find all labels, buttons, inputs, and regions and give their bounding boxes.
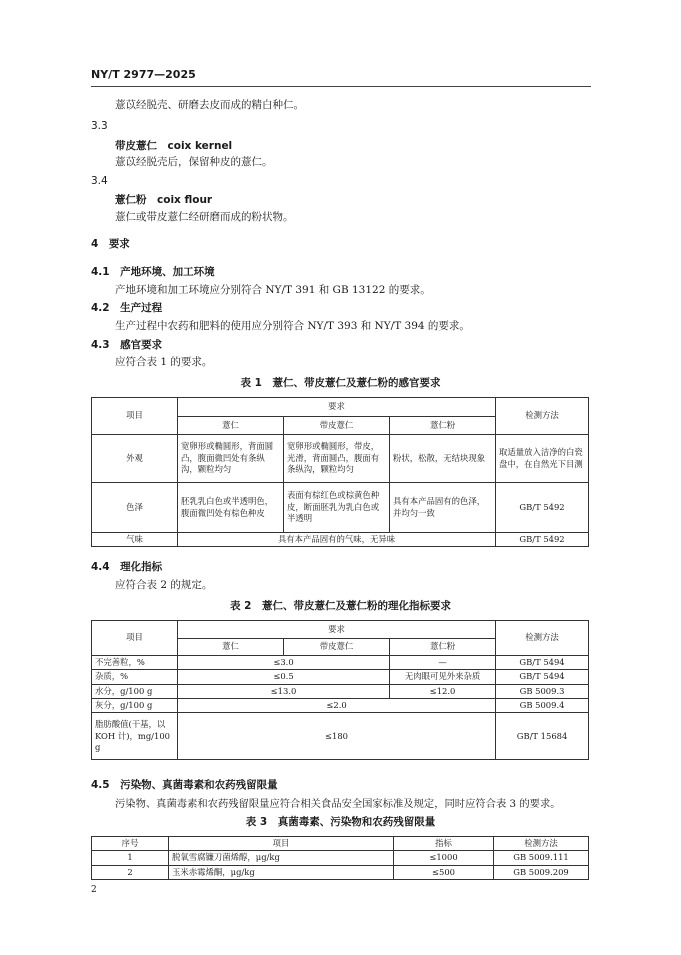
section-4-1-heading	[91, 264, 215, 279]
section-4-title: 要求	[108, 238, 130, 250]
table-2-r2-method: GB/T 5494	[496, 670, 589, 684]
table-1-header-requirement: 要求	[178, 398, 496, 417]
table-1-r2-c2: 表面有棕红色或棕黄色种皮，断面胚乳为乳白色或半透明	[284, 483, 390, 533]
table-2-header-requirement: 要求	[178, 621, 496, 639]
table-2-r4-item: 灰分，g/100 g	[92, 699, 178, 713]
section-4-number: 4	[91, 238, 99, 250]
section-4-3-text: 应符合表 1 的要求。	[115, 356, 213, 368]
document-code: NY/T 2977—2025	[91, 68, 196, 81]
section-4-5-text: 污染物、真菌毒素和农药残留限量应符合相关食品安全国家标准及规定，同时应符合表 3 的要求。	[115, 798, 561, 810]
section-4-2-text: 生产过程中农药和肥料的使用应分别符合 NY/T 393 和 NY/T 394 的要求。	[115, 320, 470, 332]
table-1-r1-method: 取适量放入洁净的白瓷盘中，在自然光下目测	[496, 435, 589, 483]
table-row	[92, 533, 589, 547]
table-2-header-col3: 薏仁粉	[390, 639, 496, 656]
table-2-caption: 表 2 薏仁、带皮薏仁及薏仁粉的理化指标要求	[230, 600, 451, 612]
section-4-3-heading	[91, 337, 162, 352]
table-1-caption: 表 1 薏仁、带皮薏仁及薏仁粉的感官要求	[240, 377, 441, 389]
section-4-1-text: 产地环境和加工环境应分别符合 NY/T 391 和 GB 13122 的要求。	[115, 284, 431, 296]
table-2-r3-item: 水分，g/100 g	[92, 684, 178, 698]
table-row	[92, 851, 589, 865]
section-4-3-number: 4.3	[91, 339, 110, 351]
table-2-r1-method: GB/T 5494	[496, 656, 589, 670]
table-3-r1-index: ≤1000	[394, 851, 494, 865]
definition-3-2: 薏苡经脱壳、研磨去皮而成的精白种仁。	[115, 99, 304, 111]
section-4-2-title: 生产过程	[120, 302, 163, 314]
table-3-header-item: 项目	[169, 837, 394, 851]
table-3-r1-method: GB 5009.111	[494, 851, 589, 865]
table-2-r2-v3: 无肉眼可见外来杂质	[390, 670, 496, 684]
table-3-r2-no: 2	[92, 865, 169, 879]
table-1-r3-method: GB/T 5492	[496, 533, 589, 547]
header-rule	[91, 86, 591, 87]
section-4-4-number: 4.4	[91, 561, 110, 573]
table-2-r1-item: 不完善粒，%	[92, 656, 178, 670]
table-3-r2-item: 玉米赤霉烯酮，μg/kg	[169, 865, 394, 879]
table-2-r4-method: GB 5009.4	[496, 699, 589, 713]
term-3-3-zh: 带皮薏仁	[115, 140, 157, 152]
section-4-5-number: 4.5	[91, 779, 110, 791]
section-4-5-title: 污染物、真菌毒素和农药残留限量	[120, 779, 278, 791]
table-1-header-col3: 薏仁粉	[390, 417, 496, 435]
table-1-header-col2: 带皮薏仁	[284, 417, 390, 435]
table-1-r2-method: GB/T 5492	[496, 483, 589, 533]
table-1-header-col1: 薏仁	[178, 417, 284, 435]
table-2	[91, 620, 589, 760]
table-1-r3-req: 具有本产品固有的气味，无异味	[178, 533, 496, 547]
table-3-r2-method: GB 5009.209	[494, 865, 589, 879]
term-3-4-zh: 薏仁粉	[115, 194, 147, 206]
table-2-r2-v12: ≤0.5	[178, 670, 390, 684]
section-3-4-number: 3.4	[91, 175, 108, 187]
table-2-header-col1: 薏仁	[178, 639, 284, 656]
table-2-header-method: 检测方法	[496, 621, 589, 656]
page-number: 2	[91, 885, 97, 895]
table-1-r2-c1: 胚乳乳白色或半透明色，腹面微凹处有棕色种皮	[178, 483, 284, 533]
definition-3-4: 薏仁或带皮薏仁经研磨而成的粉状物。	[115, 211, 294, 223]
table-3-header-method: 检测方法	[494, 837, 589, 851]
term-3-3	[115, 138, 232, 153]
table-3-header-no: 序号	[92, 837, 169, 851]
table-2-r3-method: GB 5009.3	[496, 684, 589, 698]
table-3-header-index: 指标	[394, 837, 494, 851]
table-1-r3-item: 气味	[92, 533, 178, 547]
section-4-5-heading	[91, 777, 278, 792]
table-2-r1-v12: ≤3.0	[178, 656, 390, 670]
table-2-r5-method: GB/T 15684	[496, 713, 589, 760]
table-row	[92, 656, 589, 670]
table-2-r4-v: ≤2.0	[178, 699, 496, 713]
table-3-caption: 表 3 真菌毒素、污染物和农药残留限量	[245, 816, 436, 828]
section-4-2-heading	[91, 300, 162, 315]
section-4-2-number: 4.2	[91, 302, 110, 314]
table-row	[92, 713, 589, 760]
table-3-r2-index: ≤500	[394, 865, 494, 879]
table-1-header-method: 检测方法	[496, 398, 589, 435]
table-1	[91, 397, 589, 547]
section-4-4-title: 理化指标	[120, 561, 163, 573]
definition-3-3: 薏苡经脱壳后，保留种皮的薏仁。	[115, 156, 273, 168]
table-1-r2-c3: 具有本产品固有的色泽，并均匀一致	[390, 483, 496, 533]
table-2-r3-v12: ≤13.0	[178, 684, 390, 698]
term-3-3-en: coix kernel	[167, 140, 233, 152]
table-2-r3-v3: ≤12.0	[390, 684, 496, 698]
table-row	[92, 670, 589, 684]
section-4-1-title: 产地环境、加工环境	[120, 266, 215, 278]
table-row	[92, 865, 589, 879]
table-2-r2-item: 杂质，%	[92, 670, 178, 684]
term-3-4	[115, 192, 212, 207]
table-1-r1-item: 外观	[92, 435, 178, 483]
table-row	[92, 699, 589, 713]
table-2-r5-v: ≤180	[178, 713, 496, 760]
table-2-r1-v3: —	[390, 656, 496, 670]
table-3	[91, 836, 589, 880]
table-2-r5-item: 脂肪酸值(干基，以 KOH 计)，mg/100 g	[92, 713, 178, 760]
table-row	[92, 684, 589, 698]
table-1-r1-c1: 宽卵形或椭圆形，背面圆凸，腹面微凹处有条纵沟，颗粒均匀	[178, 435, 284, 483]
table-3-r1-no: 1	[92, 851, 169, 865]
section-4-4-heading	[91, 559, 162, 574]
section-4-heading	[91, 236, 130, 251]
table-1-header-item: 项目	[92, 398, 178, 435]
table-2-header-col2: 带皮薏仁	[284, 639, 390, 656]
table-row	[92, 435, 589, 483]
section-4-3-title: 感官要求	[120, 339, 163, 351]
section-4-1-number: 4.1	[91, 266, 110, 278]
table-3-r1-item: 脱氧雪腐镰刀菌烯醇，μg/kg	[169, 851, 394, 865]
table-2-header-item: 项目	[92, 621, 178, 656]
term-3-4-en: coix flour	[157, 194, 213, 206]
table-1-r2-item: 色泽	[92, 483, 178, 533]
table-1-r1-c3: 粉状，松散，无结块现象	[390, 435, 496, 483]
table-row	[92, 483, 589, 533]
section-4-4-text: 应符合表 2 的规定。	[115, 579, 213, 591]
table-1-r1-c2: 宽卵形或椭圆形，带皮，光滑，背面圆凸，腹面有条纵沟，颗粒均匀	[284, 435, 390, 483]
section-3-3-number: 3.3	[91, 120, 108, 132]
